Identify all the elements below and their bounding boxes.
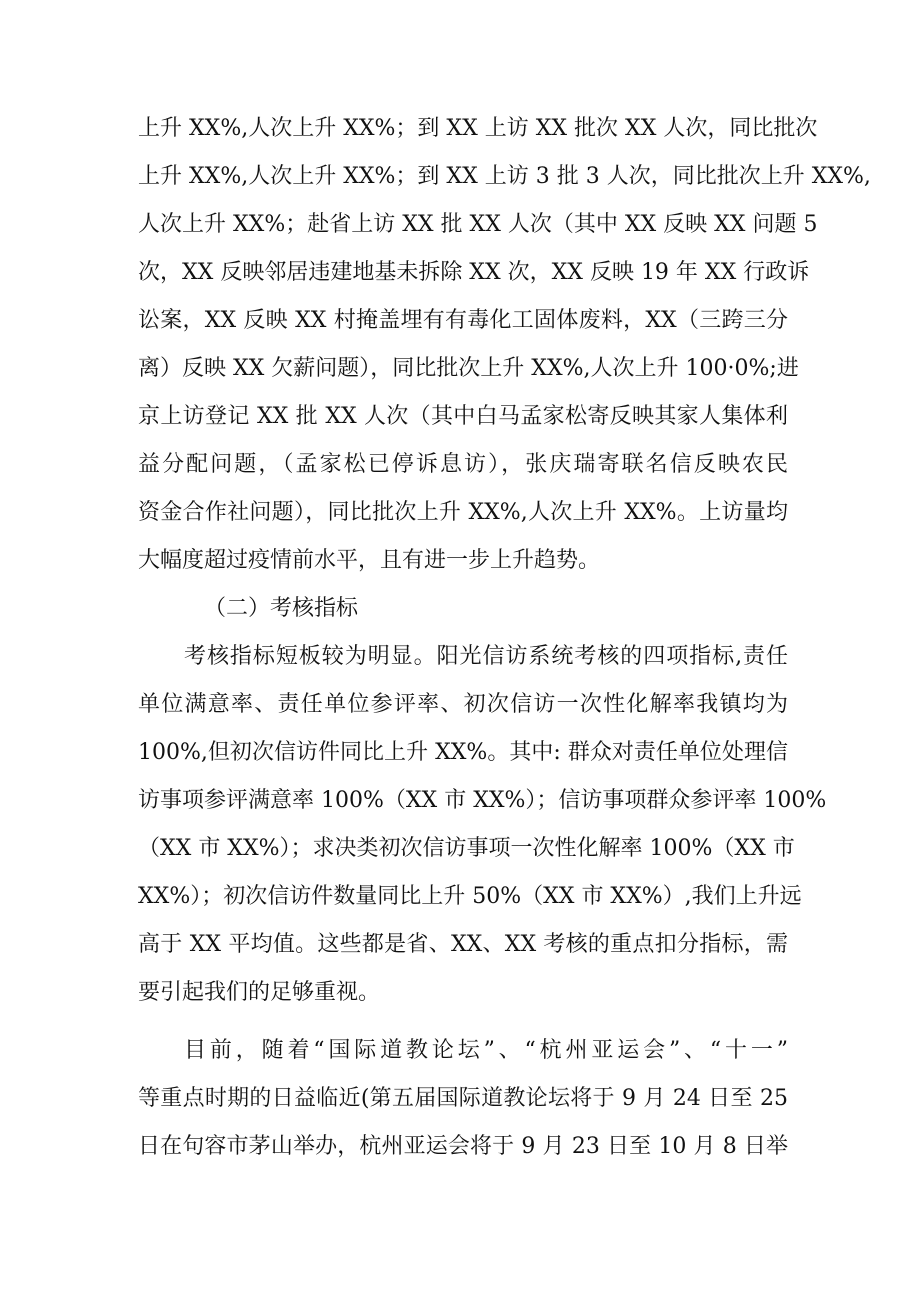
paragraph-1-line-7: 京上访登记 XX 批 XX 人次（其中白马孟家松寄反映其家人集体利	[138, 404, 788, 429]
paragraph-2-line-2: 单位满意率、责任单位参评率、初次信访一次性化解率我镇均为	[138, 692, 788, 717]
paragraph-2-line-4: 访事项参评满意率 100%（XX 市 XX%）；信访事项群众参评率 100%	[138, 788, 827, 813]
paragraph-2-line-8: 要引起我们的足够重视。	[138, 980, 381, 1005]
paragraph-1-line-3: 人次上升 XX%；赴省上访 XX 批 XX 人次（其中 XX 反映 XX 问题 5	[138, 212, 818, 237]
paragraph-1-line-2: 上升 XX%,人次上升 XX%；到 XX 上访 3 批 3 人次，同比批次上升 XX%,	[138, 164, 871, 189]
paragraph-1-line-9: 资金合作社问题），同比批次上升 XX%,人次上升 XX%。上访量均	[138, 500, 788, 525]
paragraph-3-line-3: 日在句容市茅山举办，杭州亚运会将于 9 月 23 日至 10 月 8 日举	[138, 1134, 788, 1159]
section-heading: （二）考核指标	[204, 596, 359, 621]
paragraph-2-line-5: （XX 市 XX%）；求决类初次信访事项一次性化解率 100%（XX 市	[138, 836, 795, 861]
paragraph-2-line-7: 高于 XX 平均值。这些都是省、XX、XX 考核的重点扣分指标，需	[138, 932, 788, 957]
paragraph-1-line-1: 上升 XX%,人次上升 XX%；到 XX 上访 XX 批次 XX 人次，同比批次	[138, 116, 818, 141]
paragraph-2-line-3: 100%,但初次信访件同比上升 XX%。其中: 群众对责任单位处理信	[138, 740, 788, 765]
paragraph-3-line-2: 等重点时期的日益临近(第五届国际道教论坛将于 9 月 24 日至 25	[138, 1086, 788, 1111]
paragraph-3-line-1: 目前，随着“国际道教论坛”、“杭州亚运会”、“十一”	[184, 1038, 788, 1063]
paragraph-2-line-6: XX%）；初次信访件数量同比上升 50%（XX 市 XX%）,我们上升远	[138, 884, 802, 909]
paragraph-1-line-10: 大幅度超过疫情前水平，且有进一步上升趋势。	[138, 548, 601, 573]
paragraph-1-line-6: 离）反映 XX 欠薪问题），同比批次上升 XX%,人次上升 100·0%;进	[138, 356, 799, 381]
paragraph-2-line-1: 考核指标短板较为明显。阳光信访系统考核的四项指标,责任	[184, 644, 788, 669]
paragraph-1-line-4: 次，XX 反映邻居违建地基未拆除 XX 次，XX 反映 19 年 XX 行政诉	[138, 260, 810, 285]
paragraph-1-line-5: 讼案，XX 反映 XX 村掩盖埋有有毒化工固体废料，XX（三跨三分	[138, 308, 788, 333]
paragraph-1-line-8: 益分配问题，（孟家松已停诉息访），张庆瑞寄联名信反映农民	[138, 452, 788, 477]
